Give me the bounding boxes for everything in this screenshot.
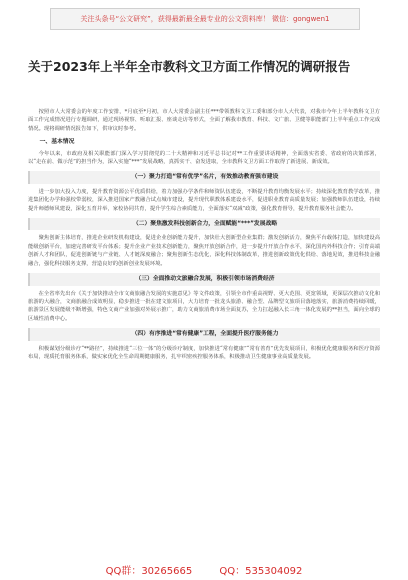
- subsection-heading: （四）有序推进“常有健康”工程，全面提升医疗服务能力: [28, 328, 380, 340]
- body-paragraph: 在全省率先出台《关于加快推动全市文商旅融合发展的实施意见》等文件政策，引领全市作重高视野、更大范围、更宽领域，更深层次推动文化和旅游的大融合，文商旅融合成效明显，稳步推进一批在建文旅项目，大力培育一批龙头旅游、融合型、品牌型文旅项目落地落实，旅游消费持续回暖，旅游景区发展能级不断增强，特色文商产业加强对外展示推广，助力文商旅消费市场全面复苏，全力扛起融入长三角一体化发展的**担当，面向全球的区域性消费中心。: [28, 290, 380, 322]
- body-paragraph: 聚焦创新主体培育，推进企业研发机构建设，促进企业创新能力提升，加快壮大创新型企业集群；激发创新活力，聚焦平台载体打造，加快建设高能级创新平台，加速完善研发平台体系；提升企业产业技术创新能力，聚焦开放创新合作，进一步提升开放合作水平，深化国内外科技合作；引育高端创新人才和团队，促进创新链与产业链、人才链深度融合；聚焦创新生态优化，深化科技体制改革，推进创新政策优化供给、落地见效，推进科技金融融合，强化科技服务支撑，营造良好的创新创业发展环境。: [28, 235, 380, 267]
- subsection-heading: （一）聚力打造“常有优学”名片，有效推动教育强市建设: [28, 171, 380, 183]
- body-paragraph: 进一步加大投入力度，提升教育资源公平优质供给，着力加强办学条件和师资队伍建设，不断提升教育均衡发展水平；持续深化教育教学改革，推进集团化办学和强校带弱校，深入推进国家产教融合试点城市建设，提升现代职教体系建设水平，促进职业教育高质量发展；加强教师队伍建设，持续提升师德师风建设，深化五育并举，家校协同共育，提升学生综合素质能力，全面落实“双减”政策，强化教育督导，提升教育服务社会能力。: [28, 188, 380, 212]
- header-banner: 关注头条号“公文研究”，获得最新最全最专业的公文资料库！ 微信：gongwen1: [50, 8, 360, 30]
- footer-qq-group: QQ群：30265665: [105, 566, 193, 577]
- subsection-heading: （二）聚焦激发科技创新合力，全面赋能“***”发展战略: [28, 218, 380, 230]
- document-title: 关于2023年上半年全市教科文卫方面工作情况的调研报告: [28, 59, 351, 74]
- body-paragraph: 积极谋划分级诊疗“**路径”，持续推进“三位一体”的分级诊疗制度，加快推进“常有健康”“常有善育”优先发展项目，积极优化健康服务和医疗资源布局，现质托育服务体系，做实家优化全生命周期健康服务，扎牢织密疾控服务体系，积极推动卫生健康事业高质量发展。: [28, 345, 380, 360]
- intro-paragraph: 按照市人大常委会的年度工作安排，*月底至*月初，市人大常委会副主任***带领教科文卫工委和部分市人大代表，对我市今年上半年教科文卫方面工作完成情况进行专题调研，通过现场视察、听取汇报、座谈走访等形式，全面了解我市教育、科技、文广旅、卫健等职能部门上半年重点工作完成情况。现将调研情况报告如下，供审议时参考。: [28, 109, 380, 132]
- body-paragraph: 今年以来，市政府及相关职能部门深入学习贯彻党的二十大精神和习近平总书记对**工作重要讲话精神，全面落实省委、省政府的决策部署，以“走在前、做示范”的担当作为，深入实施“***”发展战略，真抓实干、奋发进取，全市教科文卫方面工作取得了新进展、新成效。: [28, 150, 380, 166]
- subsection-heading: （三）全面推动文旅融合发展，积极引领市场消费经济: [28, 273, 380, 285]
- section-heading: 一、基本情况: [39, 139, 75, 146]
- footer-qq: QQ：535304092: [219, 566, 303, 577]
- footer-contact: [0, 562, 408, 577]
- document-body: [28, 108, 380, 363]
